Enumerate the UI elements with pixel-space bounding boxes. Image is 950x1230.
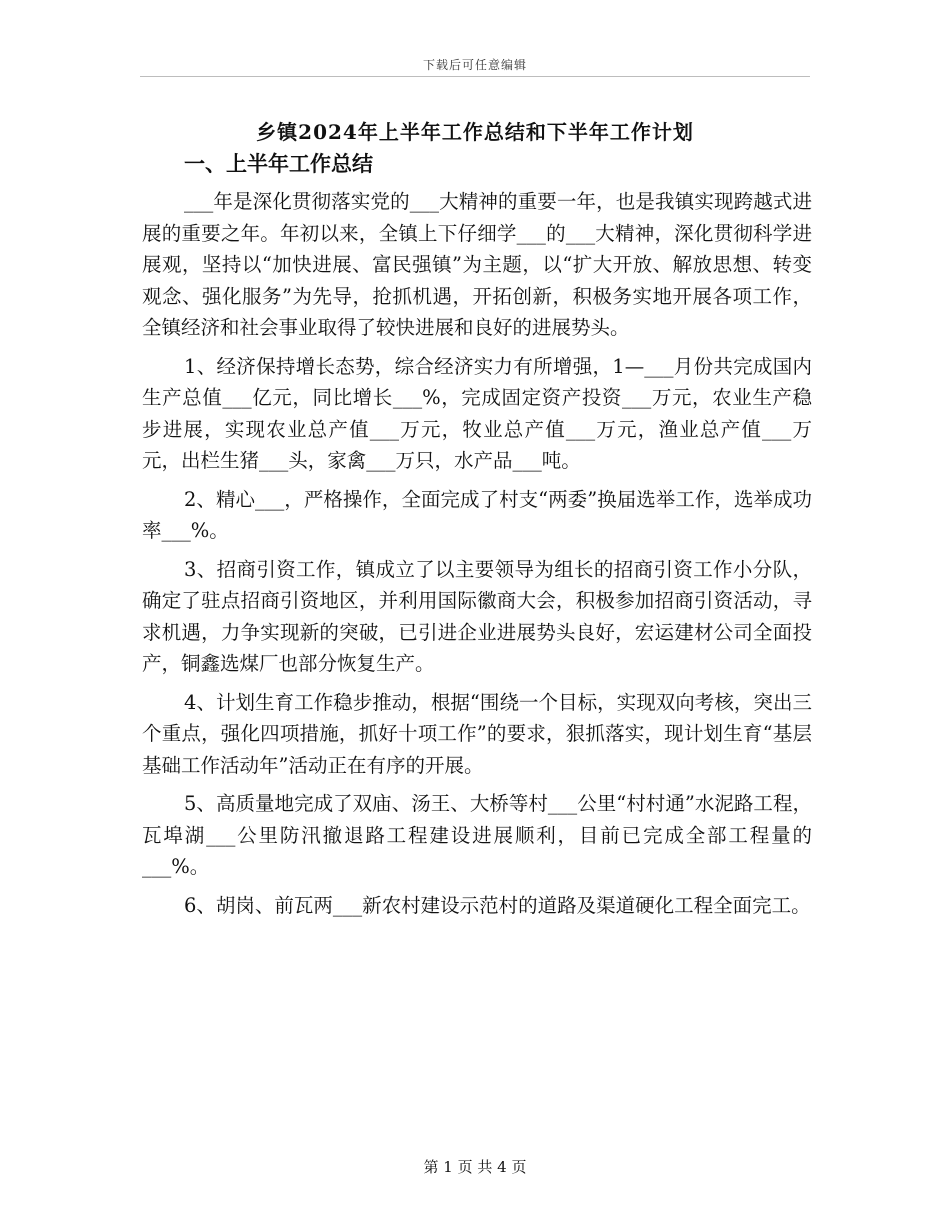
section-heading: 一、上半年工作总结	[184, 151, 373, 176]
document-body	[142, 148, 812, 928]
paragraph-item-5: 5、高质量地完成了双庙、汤王、大桥等村___公里“村村通”水泥路工程，瓦埠湖___公里防汛撤退路工程建设进展顺利，目前已完成全部工程量的___%。	[142, 792, 812, 878]
header-note: 下载后可任意编辑	[422, 58, 527, 72]
paragraph-item-2: 2、精心___，严格操作，全面完成了村支“两委”换届选举工作，选举成功率___%。	[142, 487, 812, 542]
paragraph-item-1: 1、经济保持增长态势，综合经济实力有所增强，1—___月份共完成国内生产总值___亿元，同比增长___%，完成固定资产投资___万元，农业生产稳步进展，实现农业总产值___万元，牧业总产值___万元，渔业总产值___万元，出栏生猪___头，家禽___万只，水产品___吨。	[142, 354, 812, 472]
document-title: 乡镇2024年上半年工作总结和下半年工作计划	[256, 120, 694, 144]
paragraph-intro: ___年是深化贯彻落实党的___大精神的重要一年，也是我镇实现跨越式进展的重要之年。年初以来，全镇上下仔细学___的___大精神，深化贯彻科学进展观，坚持以“加快进展、富民强镇”为主题，以“扩大开放、解放思想、转变观念、强化服务”为先导，抢抓机遇，开拓创新，积极务实地开展各项工作，全镇经济和社会事业取得了较快进展和良好的进展势头。	[142, 190, 812, 339]
page-indicator: 第 1 页 共 4 页	[423, 1158, 527, 1176]
header-divider	[140, 76, 810, 77]
paragraph-item-4: 4、计划生育工作稳步推动，根据“围绕一个目标，实现双向考核，突出三个重点，强化四项措施，抓好十项工作”的要求，狠抓落实，现计划生育“基层基础工作活动年”活动正在有序的开展。	[142, 690, 812, 777]
paragraph-item-6: 6、胡岗、前瓦两___新农村建设示范村的道路及渠道硬化工程全面完工。	[184, 893, 811, 917]
paragraph-item-3: 3、招商引资工作，镇成立了以主要领导为组长的招商引资工作小分队，确定了驻点招商引资地区，并利用国际徽商大会，积极参加招商引资活动，寻求机遇，力争实现新的突破，已引进企业进展势头良好，宏运建材公司全面投产，铜鑫选煤厂也部分恢复生产。	[142, 557, 812, 675]
